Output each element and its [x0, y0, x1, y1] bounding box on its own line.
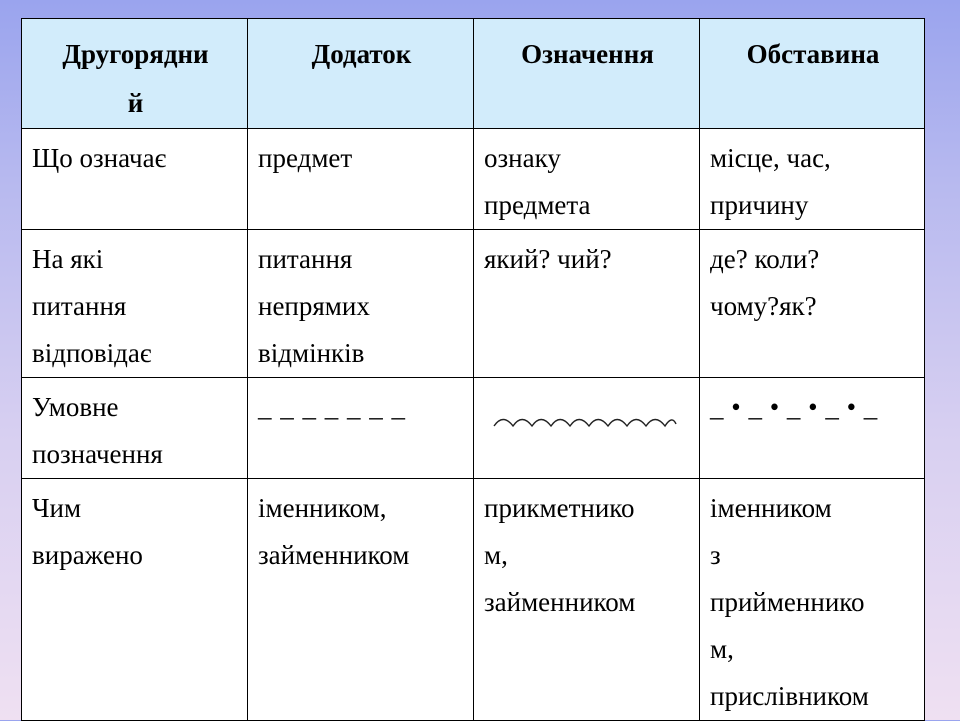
header-cell-object: [248, 19, 474, 129]
table-cell: [474, 230, 700, 378]
cell-text: м,: [710, 634, 734, 664]
header-text: Означення: [521, 39, 654, 69]
header-text: Другорядни: [62, 39, 209, 69]
header-text: Обставина: [746, 39, 880, 69]
dash-dot-line-symbol: _ • _ • _ • _ • _: [710, 392, 878, 422]
table-cell: [700, 129, 925, 230]
row-label: [22, 378, 248, 479]
dashed-line-symbol: _ _ _ _ _ _ _: [258, 392, 406, 422]
row-label-text: відповідає: [32, 338, 152, 368]
cell-text: прикметнико: [484, 493, 635, 523]
table-cell: [474, 378, 700, 479]
cell-text: предмет: [258, 143, 353, 173]
table-row-notation: [22, 378, 925, 479]
table-row-meaning: [22, 129, 925, 230]
row-label-text: Чим: [32, 493, 82, 523]
cell-text: відмінків: [258, 338, 365, 368]
row-label-text: питання: [32, 291, 127, 321]
table-cell: [248, 129, 474, 230]
row-label-text: виражено: [32, 540, 143, 570]
wavy-line-symbol: [492, 410, 678, 434]
cell-text: чому?як?: [710, 291, 817, 321]
header-cell-secondary-member: [22, 19, 248, 129]
header-row: [22, 19, 925, 129]
row-label-text: На які: [32, 244, 104, 274]
cell-text: займенником: [258, 540, 410, 570]
row-label-text: Умовне: [32, 392, 119, 422]
table-cell: [248, 479, 474, 721]
grammar-table: [21, 18, 925, 721]
cell-text: де? коли?: [710, 244, 820, 274]
table-cell: [248, 230, 474, 378]
cell-text: іменником,: [258, 493, 387, 523]
cell-text: ознаку: [484, 143, 561, 173]
cell-text: предмета: [484, 190, 591, 220]
row-label: [22, 230, 248, 378]
cell-text: з: [710, 540, 721, 570]
cell-text: прийменнико: [710, 587, 865, 617]
table-row-expression: [22, 479, 925, 721]
row-label-text: Що означає: [32, 143, 167, 173]
cell-text: непрямих: [258, 291, 370, 321]
table-cell: [474, 479, 700, 721]
row-label-text: позначення: [32, 439, 163, 469]
header-text: Додаток: [311, 39, 412, 69]
cell-text: м,: [484, 540, 508, 570]
row-label: [22, 129, 248, 230]
cell-text: займенником: [484, 587, 636, 617]
table-row-questions: [22, 230, 925, 378]
cell-text: прислівником: [710, 681, 869, 711]
cell-text: іменником: [710, 493, 832, 523]
cell-text: причину: [710, 190, 809, 220]
header-cell-attribute: [474, 19, 700, 129]
header-cell-adverbial: [700, 19, 925, 129]
cell-text: місце, час,: [710, 143, 831, 173]
table-cell: [700, 378, 925, 479]
table-cell: [248, 378, 474, 479]
table-cell: [474, 129, 700, 230]
table-cell: [700, 479, 925, 721]
header-text: й: [127, 88, 144, 118]
cell-text: питання: [258, 244, 353, 274]
table-cell: [700, 230, 925, 378]
cell-text: який? чий?: [484, 244, 612, 274]
row-label: [22, 479, 248, 721]
